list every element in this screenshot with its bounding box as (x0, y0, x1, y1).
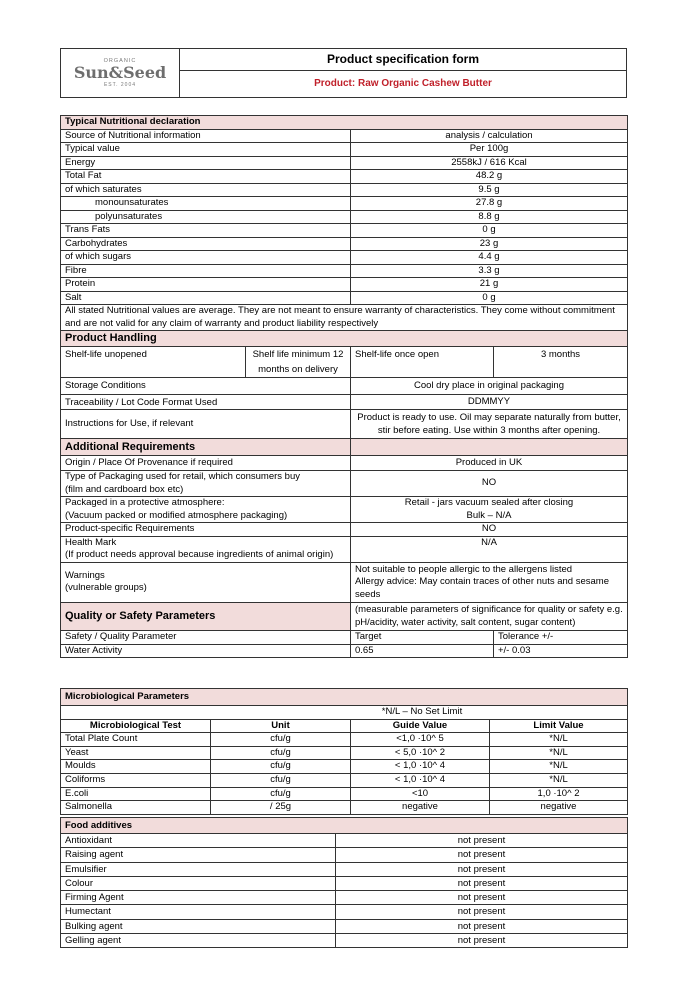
nutrition-value: 21 g (351, 278, 628, 292)
additional-heading-row (61, 439, 628, 456)
quality-target-label: Target (351, 631, 494, 645)
packaging-label-line2: (film and cardboard box etc) (65, 483, 184, 495)
warnings-value (351, 562, 628, 603)
nutrition-label: Total Fat (61, 170, 351, 184)
nutrition-value: 4.4 g (351, 251, 628, 265)
additional-heading-blank (351, 439, 628, 456)
origin-row (61, 456, 628, 471)
micro-test: Total Plate Count (61, 733, 211, 747)
nutrition-row (61, 183, 628, 197)
packaging-value: NO (351, 471, 628, 497)
quality-param-label: Safety / Quality Parameter (61, 631, 351, 645)
storage-value: Cool dry place in original packaging (351, 378, 628, 395)
nutrition-value: 9.5 g (351, 183, 628, 197)
micro-guide-value: < 5,0 ·10^ 2 (351, 746, 490, 760)
nutrition-label: Typical value (61, 143, 351, 157)
nutrition-rows (61, 129, 628, 305)
additive-label: Bulking agent (61, 919, 336, 933)
shelf-unopened-value: Shelf life minimum 12 months on delivery (246, 347, 351, 378)
atmosphere-value-line2: Bulk – N/A (466, 509, 512, 521)
micro-unit: cfu/g (211, 746, 351, 760)
form-title: Product specification form (180, 49, 627, 71)
micro-col-unit: Unit (211, 719, 351, 733)
nutrition-value: 23 g (351, 237, 628, 251)
micro-test: Salmonella (61, 801, 211, 815)
micro-unit: cfu/g (211, 773, 351, 787)
additional-heading: Additional Requirements (61, 439, 351, 456)
micro-row (61, 773, 628, 787)
instructions-value: Product is ready to use. Oil may separate naturally from butter, stir before eating. Use within 3 months after opening. (351, 410, 628, 439)
micro-note-row (61, 706, 628, 720)
microbiological-table (60, 688, 628, 815)
micro-guide-value: <10 (351, 787, 490, 801)
micro-col-test: Microbiological Test (61, 719, 211, 733)
additive-label: Antioxidant (61, 834, 336, 848)
additive-rows (61, 834, 628, 948)
nutrition-value: 3.3 g (351, 264, 628, 278)
health-mark-label-line1: Health Mark (65, 536, 117, 548)
nutrition-label: of which saturates (61, 183, 351, 197)
specification-table (60, 115, 628, 658)
micro-row (61, 801, 628, 815)
nutrition-value: 8.8 g (351, 210, 628, 224)
nutrition-row (61, 278, 628, 292)
quality-columns-row (61, 631, 628, 645)
atmosphere-row (61, 497, 628, 523)
nutrition-row (61, 264, 628, 278)
atmosphere-label (61, 497, 351, 523)
micro-col-guide: Guide Value (351, 719, 490, 733)
nutrition-heading: Typical Nutritional declaration (61, 116, 628, 130)
packaging-row (61, 471, 628, 497)
water-activity-label: Water Activity (61, 644, 351, 658)
nutrition-heading-row (61, 116, 628, 130)
micro-limit-value: 1,0 ·10^ 2 (490, 787, 628, 801)
product-name: Product: Raw Organic Cashew Butter (180, 71, 627, 98)
warnings-label-line2: (vulnerable groups) (65, 582, 147, 594)
additive-value: not present (336, 862, 628, 876)
additive-value: not present (336, 876, 628, 890)
warnings-value-line1: Not suitable to people allergic to the allergens listed (355, 563, 573, 575)
shelf-life-row (61, 347, 628, 378)
atmosphere-label-line2: (Vacuum packed or modified atmosphere packaging) (65, 509, 288, 521)
additive-value: not present (336, 848, 628, 862)
micro-limit-value: *N/L (490, 746, 628, 760)
nutrition-row (61, 143, 628, 157)
nutrition-label: Carbohydrates (61, 237, 351, 251)
nutrition-row (61, 197, 628, 211)
atmosphere-value (351, 497, 628, 523)
warnings-value-line2: Allergy advice: May contain traces of other nuts and sesame seeds (355, 576, 609, 600)
micro-limit-value: negative (490, 801, 628, 815)
warnings-row (61, 562, 628, 603)
specific-requirements-value: NO (351, 523, 628, 537)
nutrition-label: monounsaturates (61, 197, 351, 211)
additive-row (61, 934, 628, 948)
micro-row (61, 787, 628, 801)
additive-value: not present (336, 934, 628, 948)
traceability-row (61, 395, 628, 410)
nutrition-label: Salt (61, 291, 351, 305)
nutrition-value: 2558kJ / 616 Kcal (351, 156, 628, 170)
nutrition-row (61, 129, 628, 143)
additive-row (61, 905, 628, 919)
micro-row (61, 760, 628, 774)
nutrition-note-row (61, 305, 628, 331)
traceability-value: DDMMYY (351, 395, 628, 410)
quality-description: (measurable parameters of significance for quality or safety e.g. pH/acidity, water activity, salt content, sugar content) (351, 603, 628, 631)
nutrition-row (61, 237, 628, 251)
micro-heading: Microbiological Parameters (61, 689, 628, 706)
micro-heading-row (61, 689, 628, 706)
logo-top-text: ORGANIC (103, 58, 137, 64)
nutrition-label: of which sugars (61, 251, 351, 265)
logo-brand-name: Sun&Seed (73, 63, 167, 82)
nutrition-row (61, 291, 628, 305)
origin-value: Produced in UK (351, 456, 628, 471)
document-header (60, 48, 627, 98)
warnings-label-line1: Warnings (65, 569, 105, 581)
additive-row (61, 862, 628, 876)
warnings-label (61, 562, 351, 603)
packaging-label (61, 471, 351, 497)
additive-value: not present (336, 905, 628, 919)
additive-row (61, 891, 628, 905)
company-logo (61, 49, 180, 98)
micro-unit: / 25g (211, 801, 351, 815)
micro-row (61, 746, 628, 760)
nutrition-value: 0 g (351, 291, 628, 305)
micro-columns-row (61, 719, 628, 733)
additive-label: Raising agent (61, 848, 336, 862)
micro-col-limit: Limit Value (490, 719, 628, 733)
nutrition-row (61, 210, 628, 224)
storage-row (61, 378, 628, 395)
additive-label: Humectant (61, 905, 336, 919)
additive-label: Firming Agent (61, 891, 336, 905)
additive-row (61, 834, 628, 848)
specific-requirements-row (61, 523, 628, 537)
nutrition-label: Fibre (61, 264, 351, 278)
micro-test: Coliforms (61, 773, 211, 787)
health-mark-label (61, 536, 351, 562)
micro-unit: cfu/g (211, 733, 351, 747)
nutrition-value: 0 g (351, 224, 628, 238)
nutrition-label: Source of Nutritional information (61, 129, 351, 143)
nutrition-row (61, 170, 628, 184)
micro-guide-value: < 1,0 ·10^ 4 (351, 760, 490, 774)
food-additives-table (60, 817, 628, 948)
shelf-open-value: 3 months (494, 347, 628, 378)
logo-est-text: EST. 2004 (103, 82, 137, 88)
micro-test: Moulds (61, 760, 211, 774)
micro-unit: cfu/g (211, 787, 351, 801)
micro-rows (61, 733, 628, 815)
quality-heading-row (61, 603, 628, 631)
additive-value: not present (336, 891, 628, 905)
nutrition-value: Per 100g (351, 143, 628, 157)
quality-tolerance-label: Tolerance +/- (494, 631, 628, 645)
additive-value: not present (336, 919, 628, 933)
micro-guide-value: < 1,0 ·10^ 4 (351, 773, 490, 787)
nutrition-row (61, 251, 628, 265)
traceability-label: Traceability / Lot Code Format Used (61, 395, 351, 410)
additives-heading-row (61, 818, 628, 834)
micro-limit-value: *N/L (490, 773, 628, 787)
micro-guide-value: negative (351, 801, 490, 815)
atmosphere-value-line1: Retail - jars vacuum sealed after closing (404, 497, 574, 508)
handling-heading-row (61, 331, 628, 347)
nutrition-value: 48.2 g (351, 170, 628, 184)
shelf-unopened-label: Shelf-life unopened (61, 347, 246, 378)
origin-label: Origin / Place Of Provenance if required (61, 456, 351, 471)
water-activity-target: 0.65 (351, 644, 494, 658)
additive-row (61, 876, 628, 890)
health-mark-value: N/A (351, 536, 628, 562)
quality-heading: Quality or Safety Parameters (61, 603, 351, 631)
handling-heading: Product Handling (61, 331, 628, 347)
additive-row (61, 848, 628, 862)
additive-label: Gelling agent (61, 934, 336, 948)
specific-requirements-label: Product-specific Requirements (61, 523, 351, 537)
additive-value: not present (336, 834, 628, 848)
water-activity-row (61, 644, 628, 658)
nutrition-label: Trans Fats (61, 224, 351, 238)
nutrition-value: analysis / calculation (351, 129, 628, 143)
nutrition-row (61, 156, 628, 170)
nutrition-label: polyunsaturates (61, 210, 351, 224)
micro-test: Yeast (61, 746, 211, 760)
nutrition-label: Protein (61, 278, 351, 292)
storage-label: Storage Conditions (61, 378, 351, 395)
nutrition-note: All stated Nutritional values are average. They are not meant to ensure warranty of characteristics. They come without commitment and are not valid for any claim of warranty and product liability respectively (61, 305, 628, 331)
additive-label: Colour (61, 876, 336, 890)
water-activity-tolerance: +/- 0.03 (494, 644, 628, 658)
packaging-label-line1: Type of Packaging used for retail, which consumers buy (65, 471, 300, 482)
micro-limit-value: *N/L (490, 733, 628, 747)
micro-note: *N/L – No Set Limit (61, 706, 628, 720)
additive-row (61, 919, 628, 933)
health-mark-label-line2: (If product needs approval because ingredients of animal origin) (65, 549, 334, 560)
additive-label: Emulsifier (61, 862, 336, 876)
micro-test: E.coli (61, 787, 211, 801)
health-mark-row (61, 536, 628, 562)
micro-unit: cfu/g (211, 760, 351, 774)
nutrition-row (61, 224, 628, 238)
shelf-open-label: Shelf-life once open (351, 347, 494, 378)
instructions-row (61, 410, 628, 439)
nutrition-value: 27.8 g (351, 197, 628, 211)
nutrition-label: Energy (61, 156, 351, 170)
additives-heading: Food additives (61, 818, 628, 834)
micro-guide-value: <1,0 ·10^ 5 (351, 733, 490, 747)
micro-row (61, 733, 628, 747)
micro-limit-value: *N/L (490, 760, 628, 774)
instructions-label: Instructions for Use, if relevant (61, 410, 351, 439)
atmosphere-label-line1: Packaged in a protective atmosphere: (65, 497, 225, 508)
